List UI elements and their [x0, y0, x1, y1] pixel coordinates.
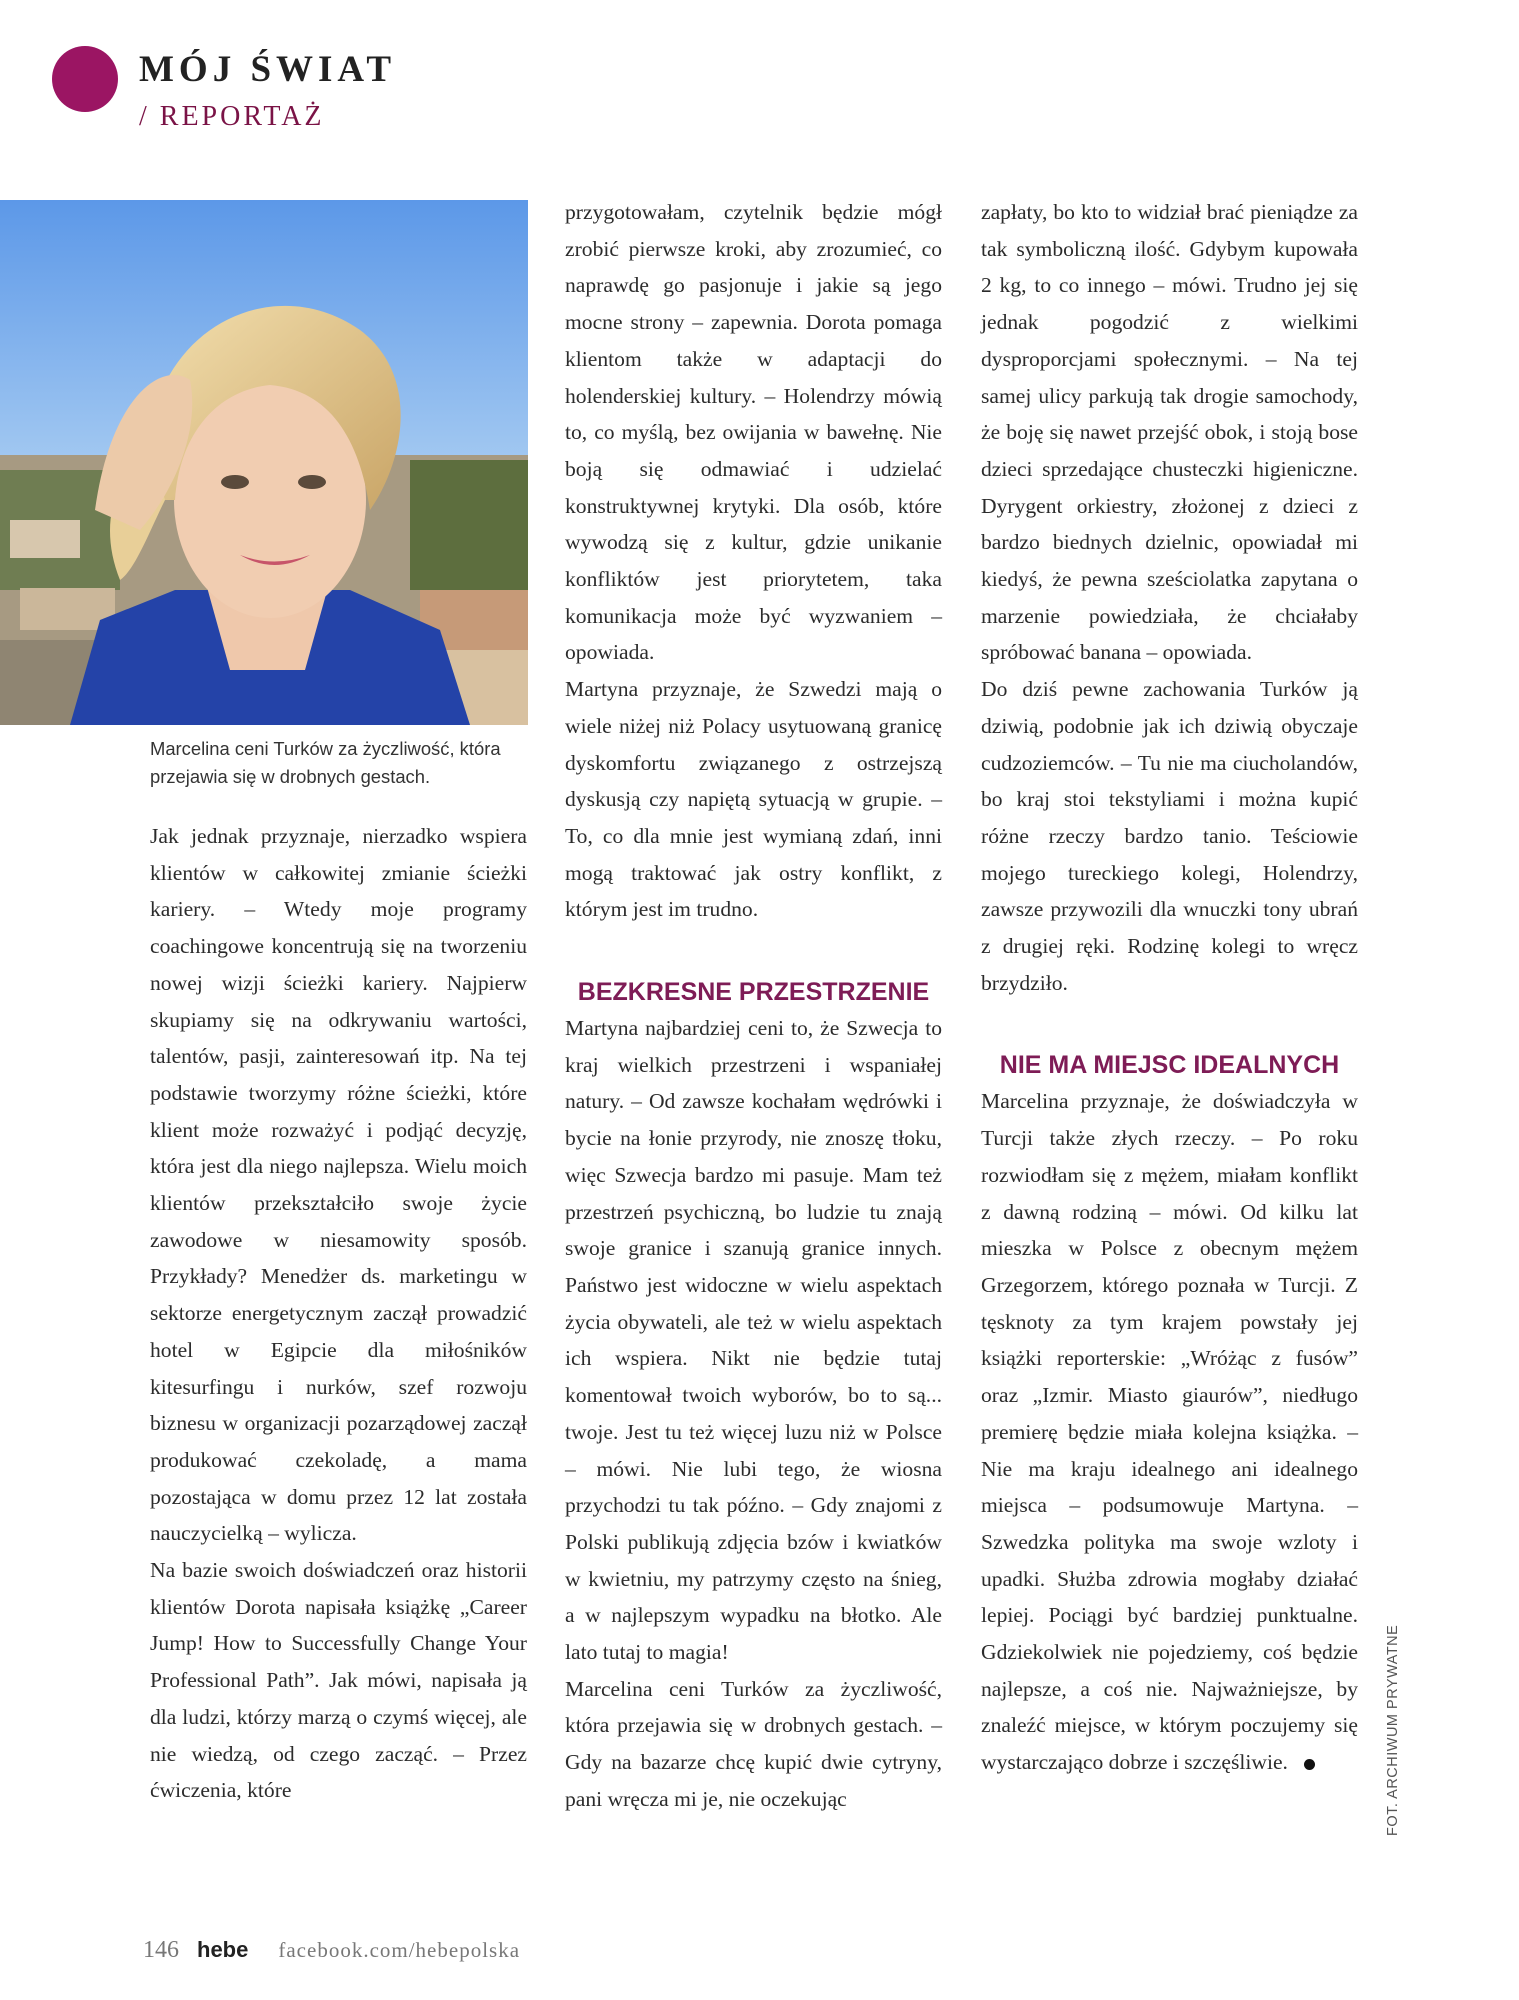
photo-credit-text: FOT. ARCHIWUM PRYWATNE — [1385, 1624, 1401, 1836]
article-paragraph: Martyna najbardziej ceni to, że Szwecja to kraj wielkich przestrzeni i wspaniałej natury. – Od zawsze kochałam wędrówki i bycie na łonie przyrody, nie znoszę tłoku, więc Szwecja bardzo mi pasuje. Mam też przestrzeń psychiczną, bo ludzie tu znają swoje granice i szanują granice innych. Państwo jest widoczne w wielu aspektach życia obywateli, ale też w wielu aspektach ich wspiera. Nikt nie będzie tutaj komentował twoich wyborów, bo to są... twoje. Jest tu też więcej luzu niż w Polsce – mówi. Nie lubi tego, że wiosna przychodzi tu tak późno. – Gdy znajomi z Polski publikują zdjęcia bzów i kwiatków w kwietniu, my patrzymy często na śnieg, a w najlepszym wypadku na błotko. Ale lato tutaj to magia! — [565, 1016, 942, 1665]
article-column-1 — [150, 818, 527, 1809]
article-paragraph: zapłaty, bo kto to widział brać pieniądze za tak symboliczną ilość. Gdybym kupowała 2 kg, to co innego – mówi. Trudno jej się jednak pogodzić z wielkimi dysproporcjami społecznymi. – Na tej samej ulicy parkują tak drogie samochody, że boję się nawet przejść obok, i stoją bose dzieci sprzedające chusteczki higieniczne. Dyrygent orkiestry, złożonej z dzieci z bardzo biednych dzielnic, opowiadał mi kiedyś, że pewna sześciolatka zapytana o marzenie powiedziała, że chciałaby spróbować banana – opowiada. — [981, 200, 1358, 665]
photo-caption: Marcelina ceni Turków za życzliwość, która przejawia się w drobnych gestach. — [150, 738, 501, 787]
article-paragraph: Do dziś pewne zachowania Turków ją dziwią, podobnie jak ich dziwią obyczaje cudzoziemców. – Tu nie ma ciucholandów, bo kraj stoi tekstyliami i można kupić różne rzeczy bardzo tanio. Teściowie mojego tureckiego kolegi, Holendrzy, zawsze przywozili dla wnuczki tony ubrań z drugiej ręki. Rodzinę kolegi to wręcz brzydziło. — [981, 677, 1358, 995]
subheading-bezkresne: BEZKRESNE PRZESTRZENIE — [577, 978, 930, 1007]
end-mark-icon — [1304, 1759, 1315, 1770]
subheading-idealnych: NIE MA MIEJSC IDEALNYCH — [999, 1051, 1340, 1080]
article-column-3 — [981, 194, 1358, 1781]
section-subtitle: / REPORTAŻ — [139, 101, 325, 132]
article-paragraph: Marcelina ceni Turków za życzliwość, która przejawia się w drobnych gestach. – Gdy na bazarze chcę kupić dwie cytryny, pani wręcza mi je, nie oczekując — [565, 1676, 942, 1811]
section-title: MÓJ ŚWIAT — [139, 49, 397, 90]
article-final-text: Marcelina przyznaje, że doświadczyła w Turcji także złych rzeczy. – Po roku rozwiodłam się z mężem, miałam konflikt z dawną rodziną – mówi. Od kilku lat mieszka w Polsce z obecnym mężem Grzegorzem, którego poznała w Turcji. Z tęsknoty za tym krajem powstały jej książki reporterskie: „Wróżąc z fusów” oraz „Izmir. Miasto giaurów”, niedługo premierę będzie miała kolejna książka. – Nie ma kraju idealnego ani idealnego miejsca – podsumowuje Martyna. – Szwedzka polityka ma swoje wzloty i upadki. Służba zdrowia mogłaby działać lepiej. Pociągi być bardziej punktualne. Gdziekolwiek nie pojedziemy, coś będzie najlepsze, a coś nie. Najważniejsze, by znaleźć miejsce, w którym poczujemy się wystarczająco dobrze i szczęśliwie. — [981, 1089, 1358, 1775]
article-paragraph: Martyna przyznaje, że Szwedzi mają o wiele niżej niż Polacy usytuowaną granicę dyskomfortu związanego z ostrzejszą dyskusją czy napiętą sytuacją w grupie. – To, co dla mnie jest wymianą zdań, inni mogą traktować jak ostry konflikt, z którym jest im trudno. — [565, 677, 942, 922]
brand-logo: hebe — [197, 1937, 249, 1962]
footer-url: facebook.com/hebepolska — [278, 1938, 521, 1962]
page-footer — [143, 1937, 520, 1967]
article-paragraph: Na bazie swoich doświadczeń oraz historii klientów Dorota napisała książkę „Career Jump! How to Successfully Change Your Professional Path”. Jak mówi, napisała ją dla ludzi, którzy marzą o czymś więcej, ale nie wiedzą, od czego zacząć. – Przez ćwiczenia, które — [150, 1558, 527, 1803]
section-dot — [52, 46, 118, 112]
portrait-photo — [0, 200, 528, 725]
article-paragraph: przygotowałam, czytelnik będzie mógł zrobić pierwsze kroki, aby zrozumieć, co naprawdę go pasjonuje i jakie są jego mocne strony – zapewnia. Dorota pomaga klientom także w adaptacji do holenderskiej kultury. – Holendrzy mówią to, co myślą, bez owijania w bawełnę. Nie boją się odmawiać i udzielać konstruktywnej krytyki. Dla osób, które wywodzą się z kultur, gdzie unikanie konfliktów jest priorytetem, taka komunikacja może być wyzwaniem – opowiada. — [565, 200, 942, 665]
page-number: 146 — [143, 1937, 179, 1963]
article-column-2 — [565, 194, 942, 1818]
article-paragraph-final — [981, 1083, 1358, 1780]
article-paragraph: Jak jednak przyznaje, nierzadko wspiera klientów w całkowitej zmianie ścieżki kariery. – Wtedy moje programy coachingowe koncentrują się na tworzeniu nowej wizji ścieżki kariery. Najpierw skupiamy się na odkrywaniu wartości, talentów, pasji, zainteresowań itp. Na tej podstawie tworzymy różne ścieżki, które klient może rozważyć i podjąć decyzję, która jest dla niego najlepsza. Wielu moich klientów przekształciło swoje życie zawodowe w niesamowity sposób. Przykłady? Menedżer ds. marketingu w sektorze energetycznym zaczął prowadzić hotel w Egipcie dla miłośników kitesurfingu i nurków, szef rozwoju biznesu w organizacji pozarządowej zaczął produkować czekoladę, a mama pozostająca w domu przez 12 lat została nauczycielką – wylicza. — [150, 824, 527, 1546]
